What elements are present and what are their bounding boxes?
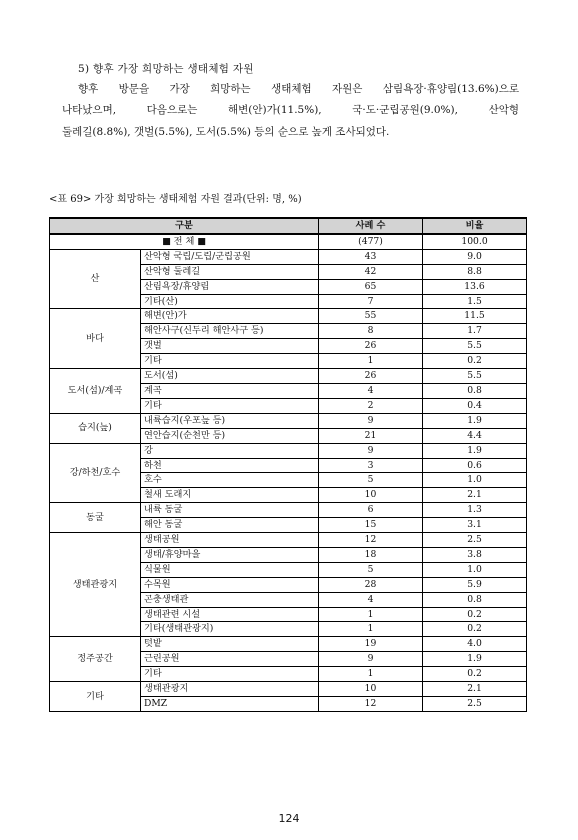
- count-cell: 18: [319, 547, 423, 562]
- total-label: ■ 전 체 ■: [50, 234, 319, 249]
- paragraph-line-1: 향후 방문을 가장 희망하는 생태체험 자원은 삼림욕장·휴양림(13.6%)으로: [78, 83, 519, 95]
- count-cell: 5: [319, 562, 423, 577]
- count-cell: 1: [319, 667, 423, 682]
- ratio-cell: 1.9: [423, 413, 527, 428]
- item-label: 해안 동굴: [141, 518, 319, 533]
- count-cell: 1: [319, 622, 423, 637]
- group-label: 기타: [50, 682, 141, 712]
- item-label: 하천: [141, 458, 319, 473]
- count-cell: 8: [319, 324, 423, 339]
- count-cell: 26: [319, 339, 423, 354]
- table-row: [50, 309, 527, 324]
- ratio-cell: 4.0: [423, 637, 527, 652]
- total-count: (477): [319, 234, 423, 249]
- item-label: 호수: [141, 473, 319, 488]
- item-label: 생태관광지: [141, 682, 319, 697]
- item-label: 생태/휴양마을: [141, 547, 319, 562]
- item-label: 텃밭: [141, 637, 319, 652]
- ratio-cell: 2.5: [423, 533, 527, 548]
- count-cell: 65: [319, 279, 423, 294]
- item-label: 산림욕장/휴양림: [141, 279, 319, 294]
- count-cell: 9: [319, 413, 423, 428]
- item-label: 강: [141, 443, 319, 458]
- ratio-cell: 8.8: [423, 264, 527, 279]
- item-label: 도서(섬): [141, 369, 319, 384]
- table-caption: <표 69> 가장 희망하는 생태체험 자원 결과(단위: 명, %): [49, 194, 302, 205]
- item-label: 기타(생태관광지): [141, 622, 319, 637]
- ratio-cell: 1.0: [423, 473, 527, 488]
- count-cell: 4: [319, 383, 423, 398]
- group-label: 바다: [50, 309, 141, 369]
- group-label: 정주공간: [50, 637, 141, 682]
- item-label: 해변(안)가: [141, 309, 319, 324]
- count-cell: 6: [319, 503, 423, 518]
- count-cell: 12: [319, 533, 423, 548]
- ratio-cell: 0.2: [423, 354, 527, 369]
- table-row: [50, 637, 527, 652]
- count-cell: 10: [319, 682, 423, 697]
- count-cell: 1: [319, 354, 423, 369]
- item-label: 기타: [141, 667, 319, 682]
- ratio-cell: 2.5: [423, 697, 527, 712]
- count-cell: 15: [319, 518, 423, 533]
- ratio-cell: 1.3: [423, 503, 527, 518]
- ratio-cell: 1.7: [423, 324, 527, 339]
- table-row: [50, 413, 527, 428]
- total-row: [50, 234, 527, 249]
- table-row: [50, 249, 527, 264]
- count-cell: 1: [319, 607, 423, 622]
- group-label: 습지(늪): [50, 413, 141, 443]
- ratio-cell: 1.0: [423, 562, 527, 577]
- ratio-cell: 5.5: [423, 369, 527, 384]
- count-cell: 7: [319, 294, 423, 309]
- table-row: [50, 682, 527, 697]
- count-cell: 3: [319, 458, 423, 473]
- ratio-cell: 2.1: [423, 682, 527, 697]
- paragraph-line-2: 나타났으며, 다음으로는 해변(안)가(11.5%), 국·도·군립공원(9.0%), 산악형: [62, 104, 519, 116]
- count-cell: 9: [319, 652, 423, 667]
- paragraph-line-3: 둘레길(8.8%), 갯벌(5.5%), 도서(5.5%) 등의 순으로 높게 조사되었다.: [62, 126, 390, 138]
- item-label: 계곡: [141, 383, 319, 398]
- count-cell: 4: [319, 592, 423, 607]
- ratio-cell: 5.9: [423, 577, 527, 592]
- ratio-cell: 5.5: [423, 339, 527, 354]
- group-label: 동굴: [50, 503, 141, 533]
- ratio-cell: 11.5: [423, 309, 527, 324]
- count-cell: 9: [319, 443, 423, 458]
- count-cell: 26: [319, 369, 423, 384]
- ratio-cell: 0.8: [423, 592, 527, 607]
- ratio-cell: 1.9: [423, 652, 527, 667]
- count-cell: 19: [319, 637, 423, 652]
- count-cell: 28: [319, 577, 423, 592]
- ratio-cell: 9.0: [423, 249, 527, 264]
- table-row: [50, 443, 527, 458]
- ratio-cell: 0.2: [423, 622, 527, 637]
- table-row: [50, 533, 527, 548]
- ratio-cell: 3.8: [423, 547, 527, 562]
- item-label: 내륙습지(우포늪 등): [141, 413, 319, 428]
- count-cell: 10: [319, 488, 423, 503]
- total-ratio: 100.0: [423, 234, 527, 249]
- item-label: 산악형 국립/도립/군립공원: [141, 249, 319, 264]
- item-label: 근린공원: [141, 652, 319, 667]
- ratio-cell: 1.5: [423, 294, 527, 309]
- item-label: 생태관련 시설: [141, 607, 319, 622]
- count-cell: 21: [319, 428, 423, 443]
- ratio-cell: 0.2: [423, 667, 527, 682]
- ratio-cell: 0.2: [423, 607, 527, 622]
- group-label: 생태관광지: [50, 533, 141, 637]
- header-category: 구분: [50, 218, 319, 234]
- ratio-cell: 0.6: [423, 458, 527, 473]
- table-header-row: [50, 218, 527, 234]
- item-label: 식물원: [141, 562, 319, 577]
- table-row: [50, 503, 527, 518]
- group-label: 강/하천/호수: [50, 443, 141, 503]
- group-label: 산: [50, 249, 141, 309]
- item-label: 해안사구(신두리 해안사구 등): [141, 324, 319, 339]
- ratio-cell: 3.1: [423, 518, 527, 533]
- ratio-cell: 0.8: [423, 383, 527, 398]
- item-label: 곤충생태관: [141, 592, 319, 607]
- table-body: [50, 234, 527, 712]
- results-table: [49, 217, 527, 712]
- item-label: 생태공원: [141, 533, 319, 548]
- ratio-cell: 4.4: [423, 428, 527, 443]
- count-cell: 55: [319, 309, 423, 324]
- item-label: 기타: [141, 398, 319, 413]
- item-label: 내륙 동굴: [141, 503, 319, 518]
- item-label: 기타: [141, 354, 319, 369]
- item-label: 산악형 둘레길: [141, 264, 319, 279]
- item-label: 기타(산): [141, 294, 319, 309]
- ratio-cell: 0.4: [423, 398, 527, 413]
- ratio-cell: 2.1: [423, 488, 527, 503]
- count-cell: 2: [319, 398, 423, 413]
- count-cell: 12: [319, 697, 423, 712]
- item-label: 연안습지(순천만 등): [141, 428, 319, 443]
- item-label: 철새 도래지: [141, 488, 319, 503]
- header-ratio: 비율: [423, 218, 527, 234]
- group-label: 도서(섬)/계곡: [50, 369, 141, 414]
- ratio-cell: 13.6: [423, 279, 527, 294]
- ratio-cell: 1.9: [423, 443, 527, 458]
- count-cell: 43: [319, 249, 423, 264]
- item-label: DMZ: [141, 697, 319, 712]
- table-row: [50, 369, 527, 384]
- count-cell: 42: [319, 264, 423, 279]
- item-label: 갯벌: [141, 339, 319, 354]
- header-count: 사례 수: [319, 218, 423, 234]
- count-cell: 5: [319, 473, 423, 488]
- item-label: 수목원: [141, 577, 319, 592]
- section-title: 5) 향후 가장 희망하는 생태체험 자원: [78, 63, 254, 75]
- page-number: 124: [278, 812, 300, 825]
